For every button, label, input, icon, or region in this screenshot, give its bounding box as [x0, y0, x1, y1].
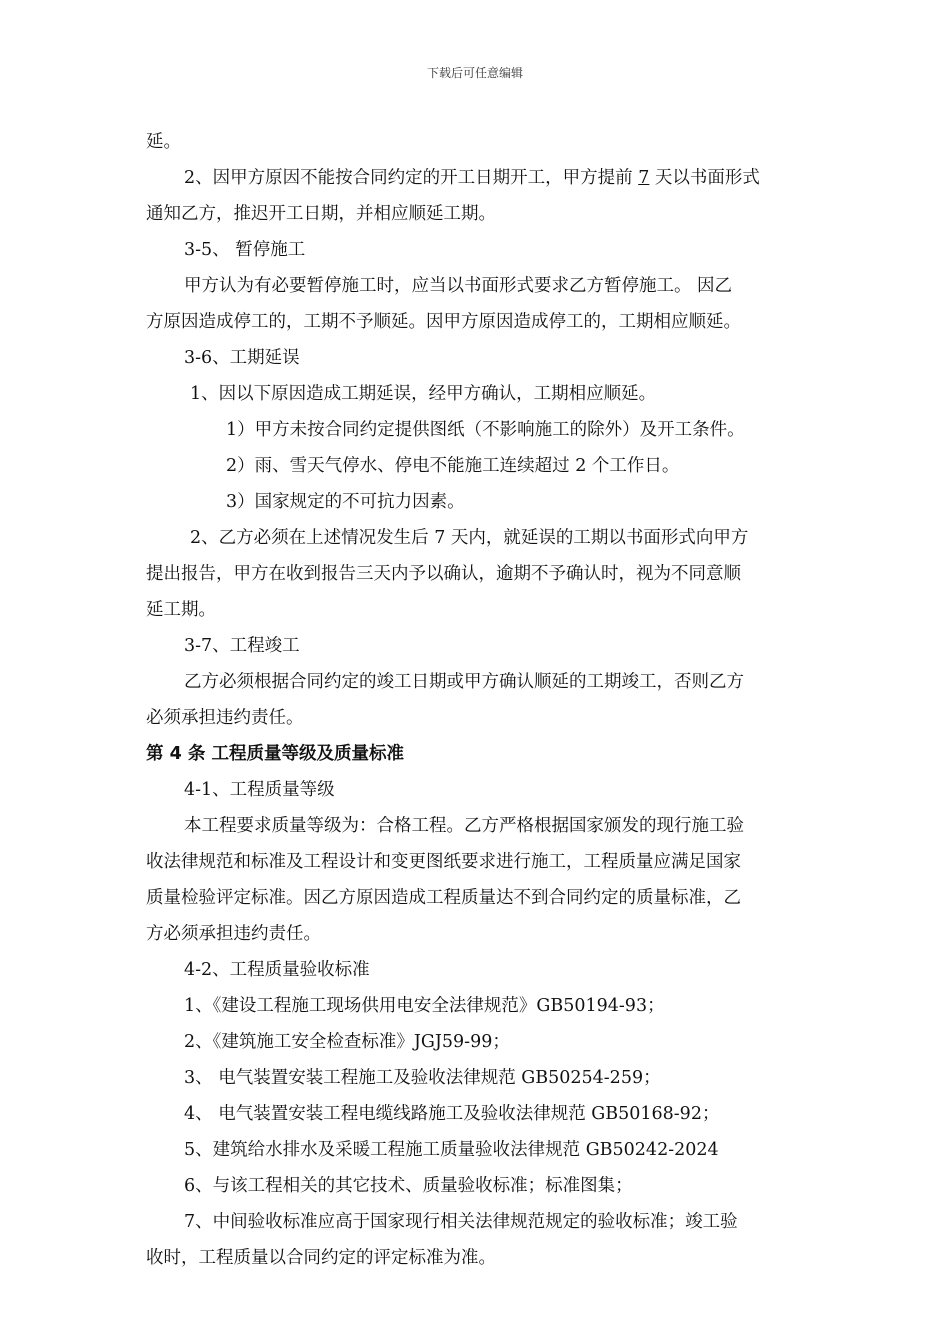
section-title: 4-1、工程质量等级: [184, 780, 335, 800]
paragraph-line: 通知乙方，推迟开工日期，并相应顺延工期。: [146, 204, 496, 224]
page-header: 下载后可任意编辑: [426, 66, 523, 80]
list-item: 5、建筑给水排水及采暖工程施工质量验收法律规范 GB50242-2024: [184, 1140, 719, 1160]
list-item: 1）甲方未按合同约定提供图纸（不影响施工的除外）及开工条件。: [226, 420, 745, 440]
list-item: 3、 电气装置安装工程施工及验收法律规范 GB50254-259；: [184, 1068, 661, 1088]
list-item: 2、《建筑施工安全检查标准》JGJ59-99；: [184, 1032, 510, 1052]
paragraph-line: 方原因造成停工的，工期不予顺延。因甲方原因造成停工的，工期相应顺延。: [146, 312, 741, 332]
paragraph-line: 收法律规范和标准及工程设计和变更图纸要求进行施工，工程质量应满足国家: [146, 852, 741, 872]
list-item: 4、 电气装置安装工程电缆线路施工及验收法律规范 GB50168-92；: [184, 1104, 720, 1124]
document-body: [146, 124, 816, 1276]
list-item: 3）国家规定的不可抗力因素。: [226, 492, 465, 512]
article-heading: 第 4 条 工程质量等级及质量标准: [146, 744, 404, 764]
section-title: 4-2、工程质量验收标准: [184, 960, 370, 980]
paragraph-line: 本工程要求质量等级为：合格工程。乙方严格根据国家颁发的现行施工验: [184, 816, 744, 836]
paragraph-line: 收时，工程质量以合同约定的评定标准为准。: [146, 1248, 496, 1268]
text-segment: 天以书面形式: [649, 168, 760, 188]
section-title: 3-6、工期延误: [184, 348, 300, 368]
paragraph-line: 质量检验评定标准。因乙方原因造成工程质量达不到合同约定的质量标准，乙: [146, 888, 741, 908]
text-segment: 2、因甲方原因不能按合同约定的开工日期开工，甲方提前: [184, 168, 639, 188]
paragraph-line: 方必须承担违约责任。: [146, 924, 321, 944]
paragraph-line: 2、乙方必须在上述情况发生后 7 天内，就延误的工期以书面形式向甲方: [190, 528, 749, 548]
paragraph-line: 甲方认为有必要暂停施工时，应当以书面形式要求乙方暂停施工。 因乙: [184, 276, 733, 296]
paragraph-line: 延。: [146, 132, 181, 152]
section-title: 3-7、工程竣工: [184, 636, 300, 656]
list-item: 6、与该工程相关的其它技术、质量验收标准；标准图集；: [184, 1176, 633, 1196]
paragraph-line: 提出报告，甲方在收到报告三天内予以确认，逾期不予确认时，视为不同意顺: [146, 564, 741, 584]
paragraph-line: 1、因以下原因造成工期延误，经甲方确认，工期相应顺延。: [190, 384, 657, 404]
list-item: 2）雨、雪天气停水、停电不能施工连续超过 2 个工作日。: [226, 456, 680, 476]
paragraph-line: 必须承担违约责任。: [146, 708, 304, 728]
paragraph-line: [146, 160, 816, 196]
section-title: 3-5、 暂停施工: [184, 240, 306, 260]
list-item: 7、中间验收标准应高于国家现行相关法律规范规定的验收标准；竣工验: [184, 1212, 738, 1232]
underlined-number: 7: [638, 168, 650, 188]
paragraph-line: 乙方必须根据合同约定的竣工日期或甲方确认顺延的工期竣工，否则乙方: [184, 672, 744, 692]
paragraph-line: 延工期。: [146, 600, 216, 620]
list-item: 1、《建设工程施工现场供用电安全法律规范》GB50194-93；: [184, 996, 665, 1016]
